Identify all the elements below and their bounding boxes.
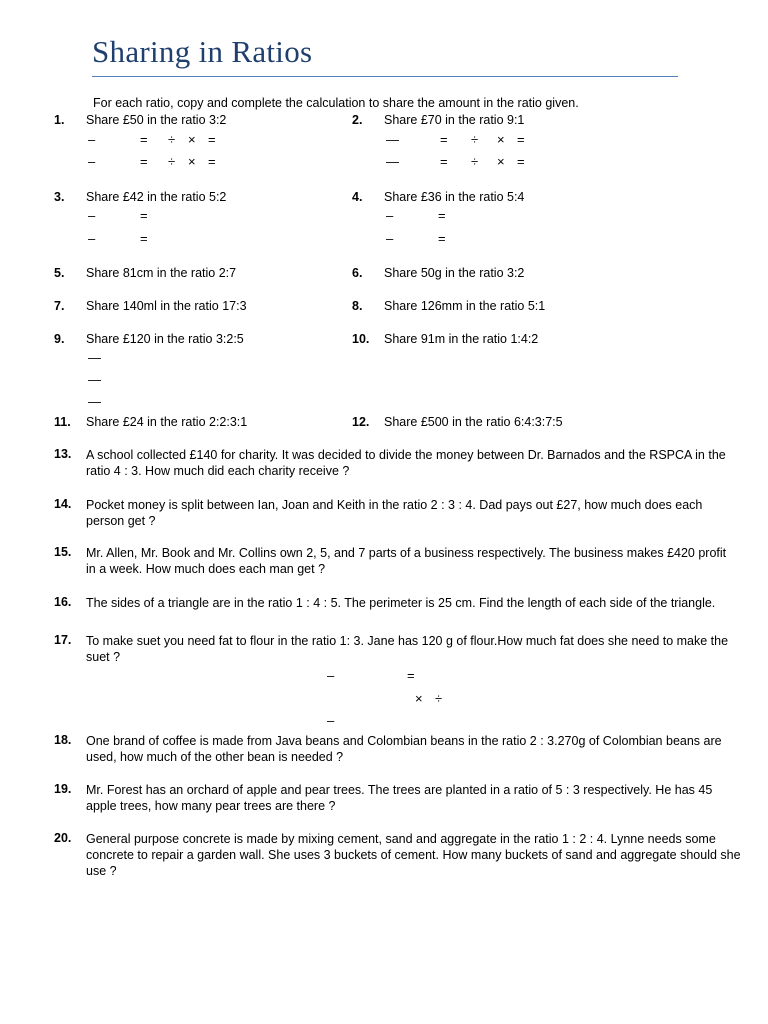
equals-symbol: =	[440, 132, 448, 147]
divide-symbol: ÷	[168, 132, 176, 147]
question-text: Mr. Forest has an orchard of apple and pear trees. The trees are planted in a ratio of 5 : 3 respectively. He has 45 apple trees, how many pear trees are there ?	[86, 783, 713, 813]
times-symbol: ×	[188, 132, 196, 147]
dash-symbol: —	[88, 350, 101, 365]
question-number: 2.	[352, 113, 363, 127]
question-number: 4.	[352, 190, 363, 204]
question-text: To make suet you need fat to flour in the ratio 1: 3. Jane has 120 g of flour.How much fat does she need to make the suet ?	[86, 634, 729, 664]
times-symbol: ×	[497, 132, 505, 147]
question-number: 3.	[54, 190, 65, 204]
minus-symbol: –	[88, 132, 96, 147]
equals-symbol: =	[140, 154, 148, 169]
question-number: 7.	[54, 299, 65, 313]
question-text: Share 81cm in the ratio 2:7	[86, 266, 237, 280]
equals-symbol: =	[140, 208, 148, 223]
title-underline	[92, 76, 678, 77]
dash-symbol: —	[386, 132, 399, 147]
minus-symbol: –	[327, 668, 335, 683]
minus-symbol: –	[88, 231, 96, 246]
minus-symbol: –	[327, 713, 335, 728]
question-number: 18.	[54, 733, 72, 747]
question-text: Share £50 in the ratio 3:2	[86, 113, 227, 127]
instructions: For each ratio, copy and complete the calculation to share the amount in the ratio given.	[93, 96, 579, 110]
question-number: 20.	[54, 831, 72, 845]
equals-symbol: =	[438, 231, 446, 246]
equals-symbol: =	[407, 668, 415, 683]
question-number: 16.	[54, 595, 72, 609]
times-symbol: ×	[497, 154, 505, 169]
equals-symbol: =	[140, 231, 148, 246]
equals-symbol: =	[438, 208, 446, 223]
equals-symbol: =	[517, 132, 525, 147]
minus-symbol: –	[88, 208, 96, 223]
question-text: Share 140ml in the ratio 17:3	[86, 299, 247, 313]
question-number: 5.	[54, 266, 65, 280]
question-text: Pocket money is split between Ian, Joan and Keith in the ratio 2 : 3 : 4. Dad pays out £27, how much does each person get ?	[86, 498, 703, 528]
question-number: 9.	[54, 332, 65, 346]
times-symbol: ×	[415, 691, 423, 706]
question-number: 1.	[54, 113, 65, 127]
dash-symbol: —	[88, 394, 101, 409]
divide-symbol: ÷	[471, 132, 479, 147]
question-number: 12.	[352, 415, 370, 429]
divide-symbol: ÷	[435, 691, 443, 706]
question-text: A school collected £140 for charity. It was decided to divide the money between Dr. Barnados and the RSPCA in the ratio 4 : 3. How much did each charity receive ?	[86, 448, 726, 478]
question-number: 15.	[54, 545, 72, 559]
question-text: Share 126mm in the ratio 5:1	[384, 299, 546, 313]
minus-symbol: –	[386, 231, 394, 246]
equals-symbol: =	[208, 154, 216, 169]
question-number: 6.	[352, 266, 363, 280]
dash-symbol: —	[88, 372, 101, 387]
equals-symbol: =	[140, 132, 148, 147]
page-title: Sharing in Ratios	[92, 34, 313, 69]
question-text: Share 50g in the ratio 3:2	[384, 266, 525, 280]
question-text: Share £120 in the ratio 3:2:5	[86, 332, 244, 346]
question-number: 17.	[54, 633, 72, 647]
equals-symbol: =	[208, 132, 216, 147]
minus-symbol: –	[386, 208, 394, 223]
equals-symbol: =	[440, 154, 448, 169]
question-number: 19.	[54, 782, 72, 796]
question-number: 14.	[54, 497, 72, 511]
dash-symbol: —	[386, 154, 399, 169]
question-text: Mr. Allen, Mr. Book and Mr. Collins own 2, 5, and 7 parts of a business respectively. The business makes £420 profit in a week. How much does each man get ?	[86, 546, 727, 576]
times-symbol: ×	[188, 154, 196, 169]
question-text: One brand of coffee is made from Java beans and Colombian beans in the ratio 2 : 3.270g of Colombian beans are used, how much of the other bean is needed ?	[86, 734, 722, 764]
question-text: Share £500 in the ratio 6:4:3:7:5	[384, 415, 563, 429]
question-number: 10.	[352, 332, 370, 346]
divide-symbol: ÷	[168, 154, 176, 169]
question-number: 13.	[54, 447, 72, 461]
question-text: The sides of a triangle are in the ratio 1 : 4 : 5. The perimeter is 25 cm. Find the length of each side of the triangle.	[86, 596, 716, 610]
question-text: Share 91m in the ratio 1:4:2	[384, 332, 539, 346]
minus-symbol: –	[88, 154, 96, 169]
divide-symbol: ÷	[471, 154, 479, 169]
equals-symbol: =	[517, 154, 525, 169]
question-text: Share £24 in the ratio 2:2:3:1	[86, 415, 248, 429]
question-text: General purpose concrete is made by mixing cement, sand and aggregate in the ratio 1 : 2 : 4. Lynne needs some concrete to repair a garden wall. She uses 3 buckets of cement. How many buckets of sand and aggregate should she use ?	[86, 832, 741, 878]
question-text: Share £36 in the ratio 5:4	[384, 190, 525, 204]
question-text: Share £42 in the ratio 5:2	[86, 190, 227, 204]
question-text: Share £70 in the ratio 9:1	[384, 113, 525, 127]
question-number: 8.	[352, 299, 363, 313]
question-number: 11.	[54, 415, 71, 429]
